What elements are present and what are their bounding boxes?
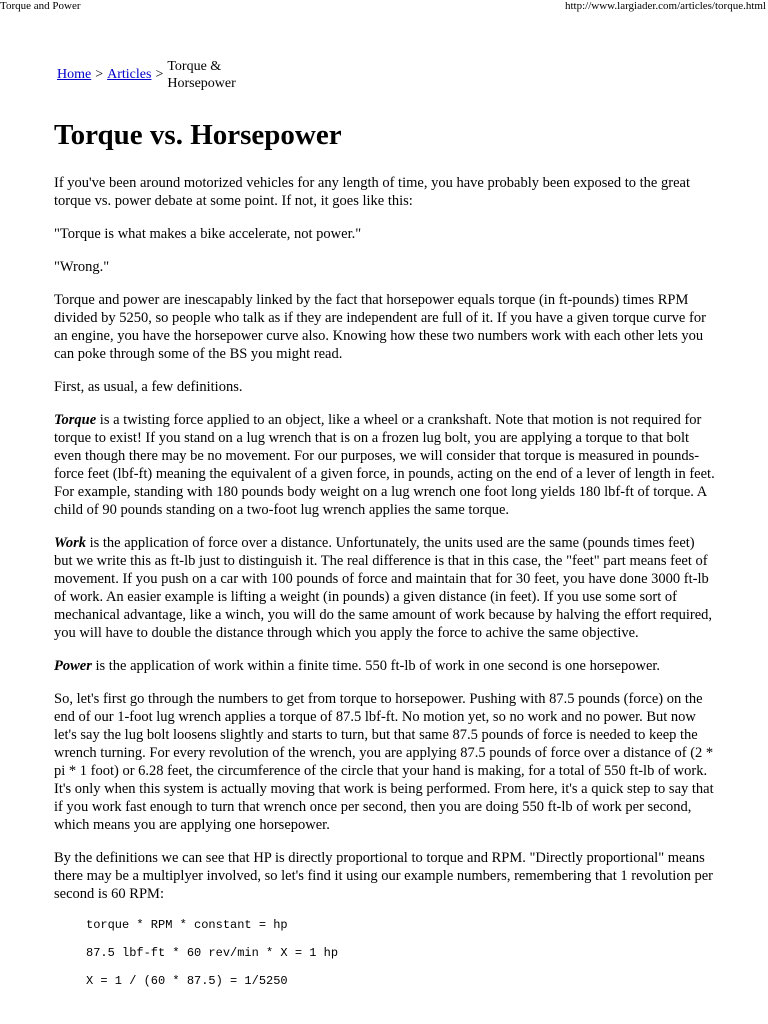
print-header [0,0,768,14]
breadcrumb-articles-link[interactable]: Articles [107,67,152,82]
breadcrumb-separator: > [95,67,104,82]
intro-paragraph: If you've been around motorized vehicles for any length of time, you have probably been exposed to the great torque vs. power debate at some point. If not, it goes like this: [54,175,690,209]
article-body [54,174,716,1002]
power-term: Power [54,658,92,674]
work-term: Work [54,535,86,551]
print-page-url: http://www.largiader.com/articles/torque.html [564,0,766,12]
proportional-paragraph: By the definitions we can see that HP is directly proportional to torque and RPM. "Directly proportional" means there may be a multiplyer involved, so let's find it using our example numbers, remembering that 1 revolution per second is 60 RPM: [54,850,713,902]
formula-line-2: 87.5 lbf-ft * 60 rev/min * X = 1 hp [86,946,339,960]
work-definition-paragraph [54,534,716,642]
breadcrumb-current-page: Torque & Horsepower [167,59,236,91]
example-paragraph: So, let's first go through the numbers to get from torque to horsepower. Pushing with 87.5 pounds (force) on the end of our 1-foot lug wrench applies a torque of 87.5 lbf-ft. No motion yet, so no work and no power. But now let's say the lug bolt loosens slightly and starts to turn, but that same 87.5 pounds of force is needed to keep the wrench turning. For every revolution of the wrench, you are applying 87.5 pounds of force over a distance of (2 * pi * 1 foot) or 6.28 feet, the circumference of the circle that your hand is making, for a total of 550 ft-lb of work. It's only when this system is actually moving that work is being performed. From here, it's a quick step to say that if you work fast enough to turn that wrench once per second, then you are doing 550 ft-lb of work per second, which means you are applying one horsepower. [54,691,714,833]
page-title: Torque vs. Horsepower [54,119,342,151]
print-page-title: Torque and Power [0,0,81,12]
formula-line-3: X = 1 / (60 * 87.5) = 1/5250 [86,974,288,988]
breadcrumb-home-link[interactable]: Home [57,67,92,82]
definitions-intro-paragraph: First, as usual, a few definitions. [54,379,243,395]
quote-wrong-paragraph: "Wrong." [54,259,110,275]
formula-line-1: torque * RPM * constant = hp [86,918,288,932]
torque-definition-paragraph [54,411,716,519]
quote-torque-paragraph: "Torque is what makes a bike accelerate, not power." [54,226,362,242]
power-definition-paragraph [54,657,716,675]
torque-term: Torque [54,412,97,428]
work-definition-text: is the application of force over a distance. Unfortunately, the units used are the same (pounds times feet) but we write this as ft-lb just to distinguish it. The real difference is that in this case, the "feet" part means feet of movement. If you push on a car with 100 pounds of force and maintain that for 30 feet, you have done 3000 ft-lb of work. An easier example is lifting a weight (in pounds) a given distance (in feet). If you use some sort of mechanical advantage, like a winch, you will do the same amount of work because by halving the effort required, you will have to double the distance through which you apply the force to achive the same objective. [54,535,713,641]
breadcrumb-separator: > [155,67,164,82]
relationship-paragraph: Torque and power are inescapably linked by the fact that horsepower equals torque (in ft-pounds) times RPM divided by 5250, so people who talk as if they are independent are full of it. If you have a given torque curve for an engine, you have the horsepower curve also. Knowing how these two numbers work with each other lets you can poke through some of the BS you might read. [54,292,706,362]
breadcrumb [57,58,257,92]
torque-definition-text: is a twisting force applied to an object, like a wheel or a crankshaft. Note that motion is not required for torque to exist! If you stand on a lug wrench that is on a frozen lug bolt, you are applying a torque to that bolt even though there may be no movement. For our purposes, we will consider that torque is measured in pounds-force feet (lbf-ft) meaning the equivalent of a given force, in pounds, acting on the end of a lever of length in feet. For example, standing with 180 pounds body weight on a lug wrench one foot long yields 180 lbf-ft of torque. A child of 90 pounds standing on a two-foot lug wrench applies the same torque. [54,412,715,518]
power-definition-text: is the application of work within a finite time. 550 ft-lb of work in one second is one horsepower. [91,658,661,674]
